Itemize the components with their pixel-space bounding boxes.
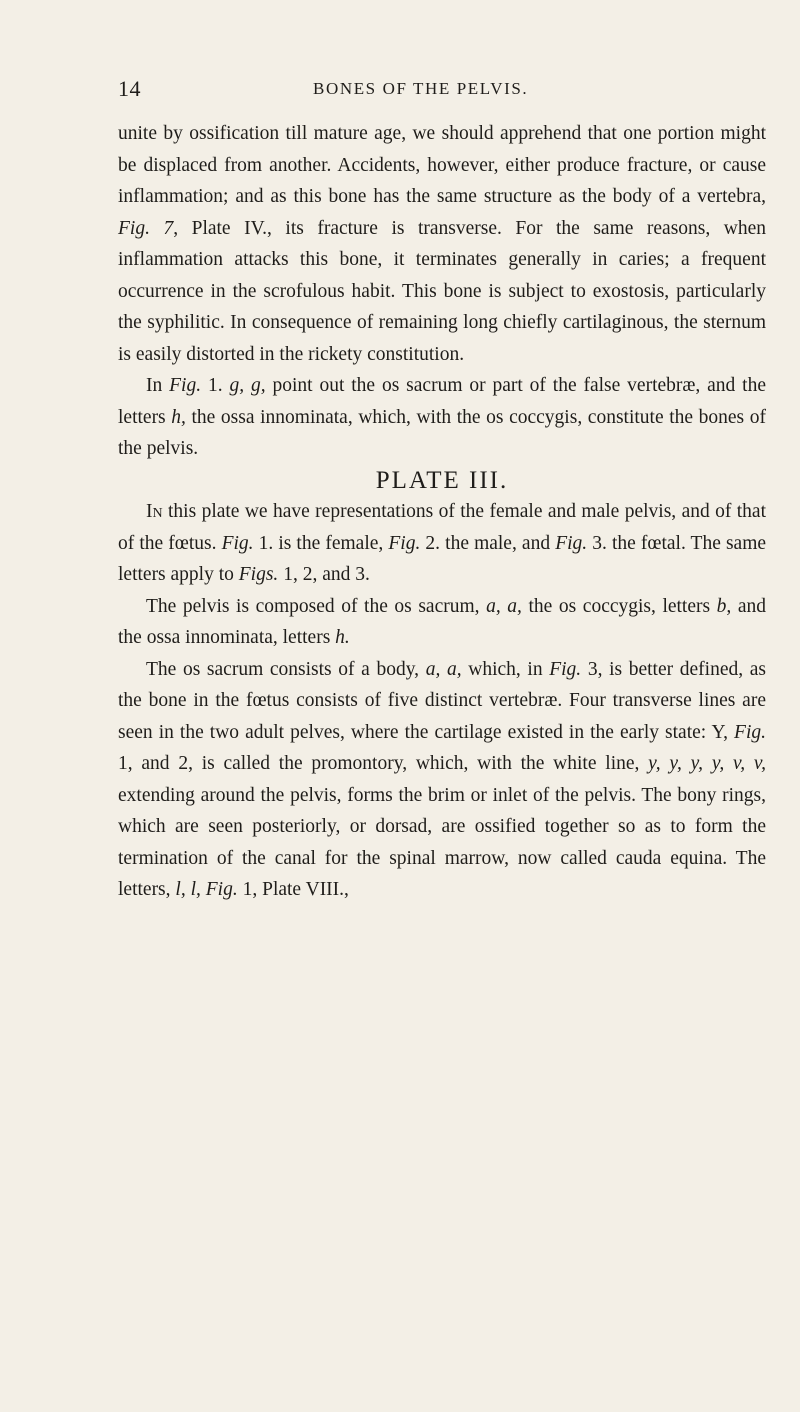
- text-run: which, in: [461, 658, 550, 680]
- paragraph-pelvis-composition: [118, 591, 766, 654]
- letter-ref: a, a,: [486, 595, 522, 617]
- text-run: the ossa innominata, which, with the os coccygis, constitute the bones of the pelvis.: [118, 406, 766, 459]
- text-run: 1, 2, and 3.: [278, 564, 370, 585]
- text-run: this plate we have representations of the female and male pelvis, and of that of the fœtus.: [118, 501, 766, 554]
- text-run: 1, and 2, is called the promontory, which, with the white line,: [118, 753, 649, 774]
- text-run: extending around the pelvis, forms the brim or inlet of the pelvis. The bony rings, which are seen posteriorly, or dorsad, are ossified together so as to form the termination of the canal for the spinal marrow, now called cauda equina. The letters,: [118, 784, 766, 900]
- running-head: BONES OF THE PELVIS.: [313, 79, 529, 98]
- plate-heading: PLATE III.: [375, 466, 509, 494]
- figure-ref: Fig.: [388, 532, 421, 554]
- figure-ref: Fig.: [555, 532, 588, 554]
- figure-ref: Fig.: [205, 879, 238, 900]
- figure-ref: Fig.: [549, 658, 582, 680]
- letter-ref: g, g,: [229, 375, 266, 396]
- figure-ref: Figs.: [238, 564, 279, 585]
- paragraph-plate-intro: [118, 496, 766, 591]
- body-text: [118, 118, 766, 906]
- letter-ref: l, l,: [175, 879, 201, 900]
- initial-word: In: [146, 501, 163, 522]
- letter-ref: h,: [171, 406, 186, 428]
- text-run: point out the os sacrum or part of the false vertebræ, and the letters: [118, 375, 767, 428]
- text-run: 1, Plate VIII.,: [237, 879, 349, 900]
- text-run: The os sacrum consists of a body,: [146, 658, 426, 680]
- text-run: , Plate IV., its fracture is transverse. For the same reasons, when inflammation attacks this bone, it terminates generally in caries; a frequent occurrence in the scrofulous habit. This bone is subject to exostosis, particularly the syphilitic. In consequence of remaining long chiefly cartilaginous, the sternum is easily distorted in the rickety constitution.: [118, 217, 766, 365]
- text-run: In: [146, 375, 170, 396]
- text-run: 2. the male, and: [420, 532, 556, 554]
- paragraph-fig1: [118, 370, 766, 465]
- figure-ref: Fig.: [169, 375, 202, 396]
- figure-ref: Fig. 7: [118, 217, 174, 239]
- page-number: 14: [118, 76, 141, 101]
- letter-ref: y, y, y, y, v, v,: [648, 753, 766, 774]
- text-run: 1. is the female,: [253, 532, 389, 554]
- figure-ref: Fig.: [734, 721, 766, 743]
- text-run: the os coccygis, letters: [521, 595, 717, 617]
- letter-ref: h.: [335, 627, 350, 648]
- letter-ref: a, a,: [425, 658, 462, 680]
- text-run: and the ossa innominata, letters: [118, 595, 767, 648]
- letter-ref: b,: [716, 595, 732, 617]
- text-run: The pelvis is composed of the os sacrum,: [146, 595, 487, 617]
- page-header: [118, 76, 718, 106]
- text-run: unite by ossification till mature age, we should apprehend that one portion might be displaced from another. Accidents, however, either produce fracture, or cause inflammation; and as this bone has the same structure as the body of a vertebra,: [118, 123, 766, 207]
- paragraph-os-sacrum: [118, 654, 766, 906]
- text-run: 3. the fœtal. The same letters apply to: [118, 532, 767, 585]
- paragraph-continuation: [118, 118, 766, 370]
- text-run: 1.: [201, 375, 230, 396]
- figure-ref: Fig.: [221, 532, 254, 554]
- text-run: 3, is better defined, as the bone in the fœtus consists of five distinct vertebræ. Four transverse lines are seen in the two adult pelves, where the cartilage existed in the early state: Y,: [118, 658, 766, 743]
